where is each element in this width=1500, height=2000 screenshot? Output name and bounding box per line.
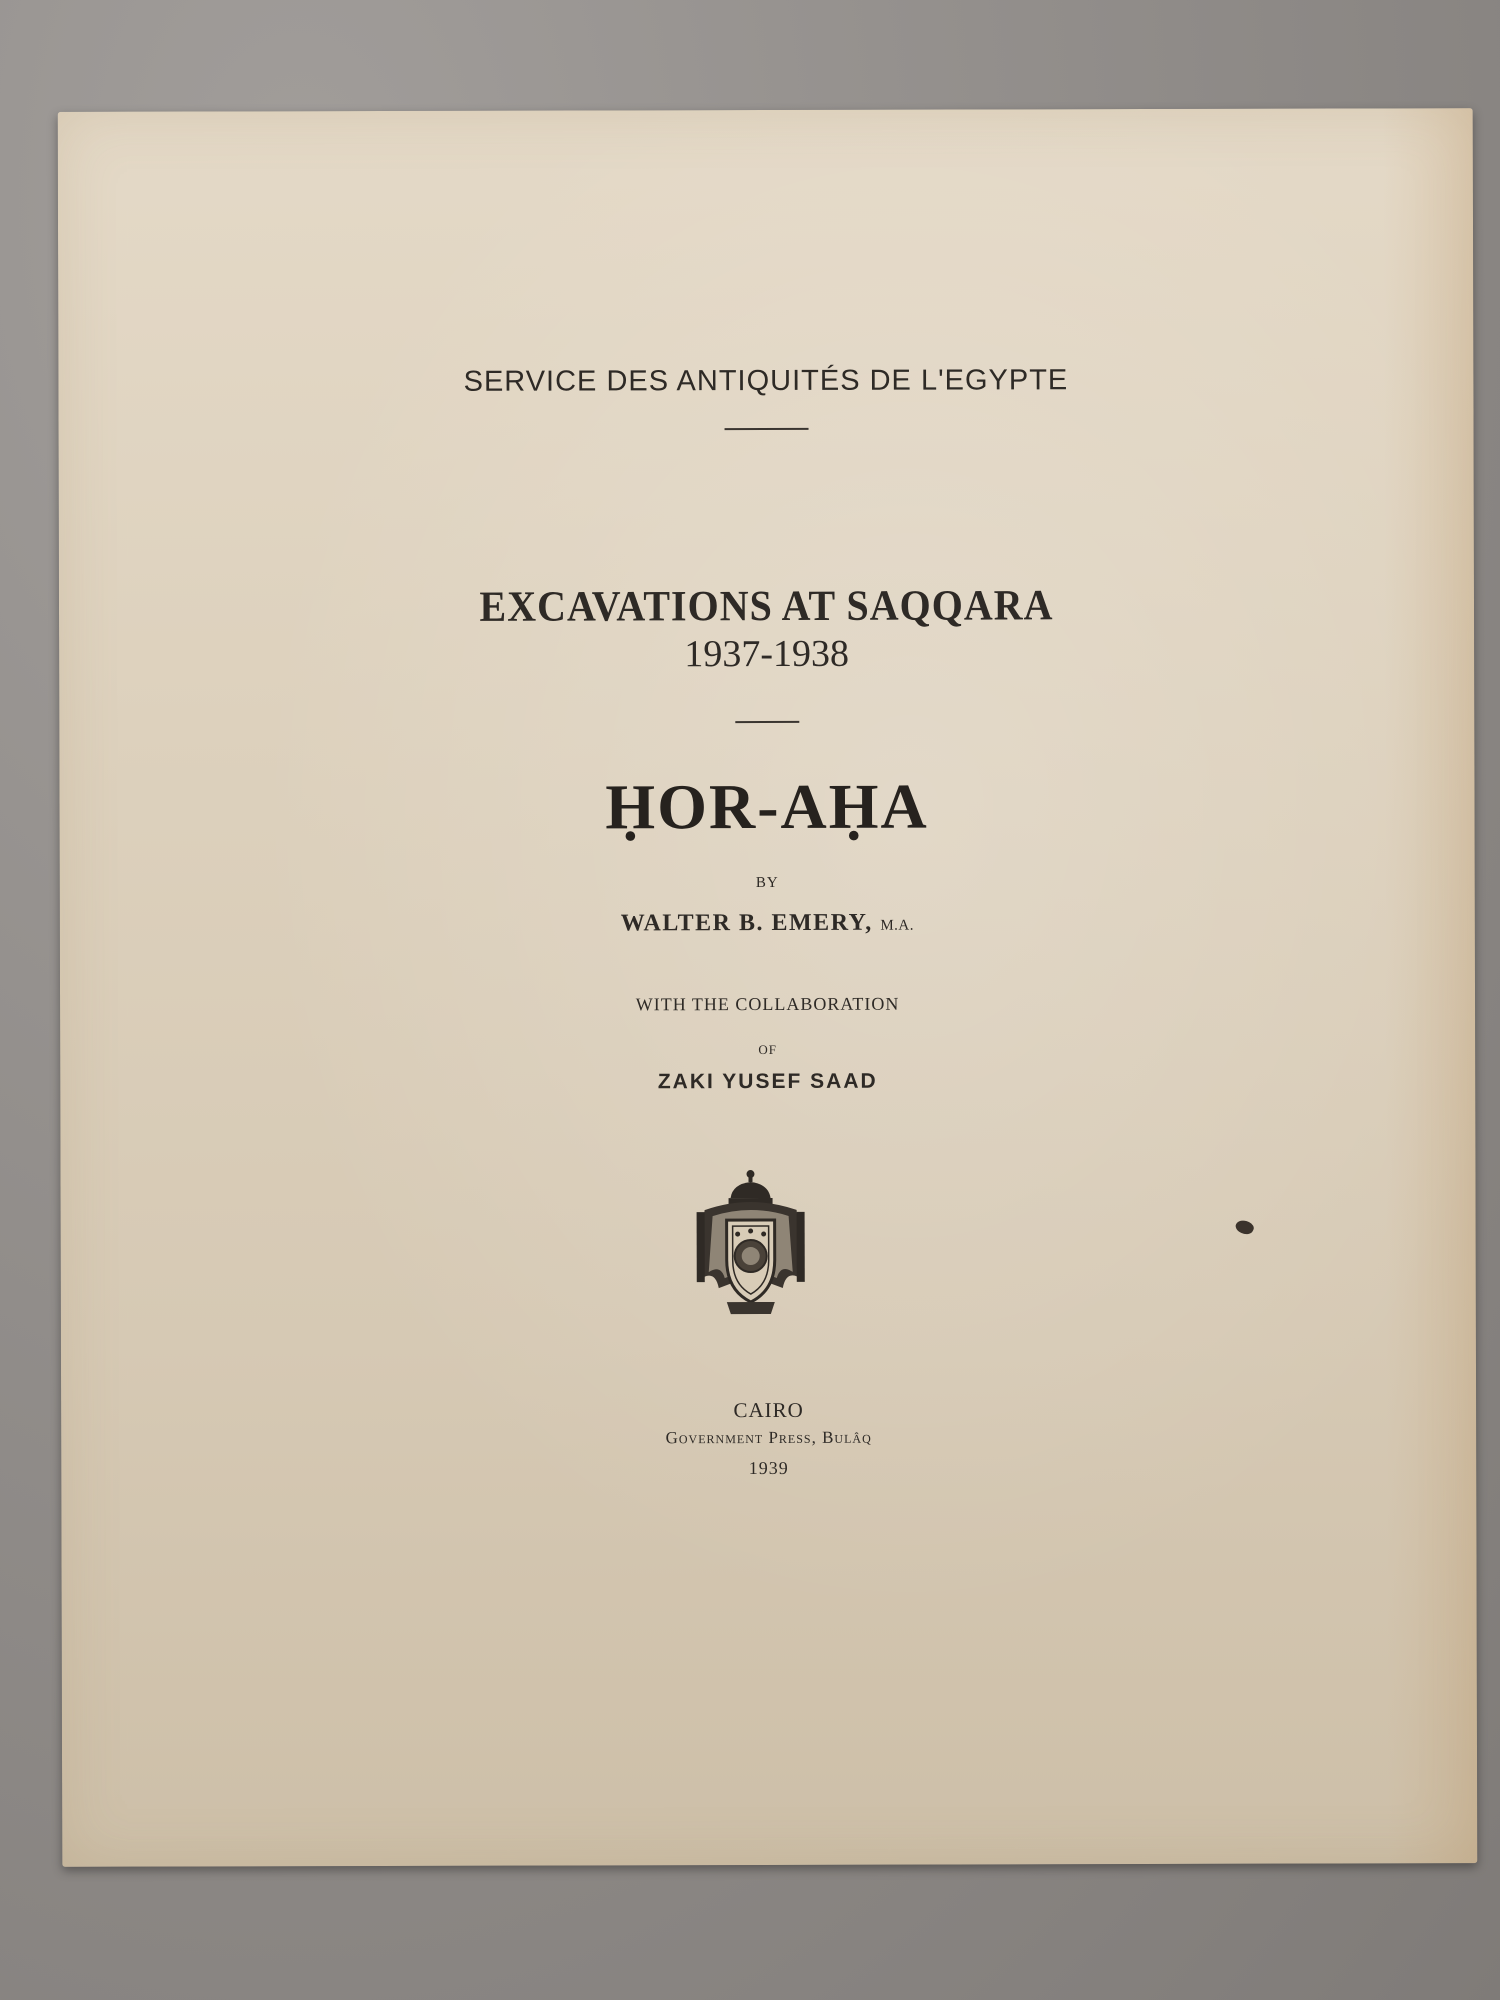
- author-name: WALTER B. EMERY,: [620, 909, 873, 937]
- main-title: ḤOR-AḤA: [605, 770, 929, 843]
- publisher-line: SERVICE DES ANTIQUITÉS DE L'EGYPTE: [463, 364, 1069, 398]
- author-line: [60, 908, 1475, 939]
- series-years: 1937-1938: [684, 632, 850, 676]
- royal-coat-of-arms-icon: [690, 1168, 810, 1318]
- author-degree: M.A.: [880, 917, 915, 934]
- divider-rule: [724, 428, 808, 430]
- collaboration-line: WITH THE COLLABORATION: [635, 993, 900, 1015]
- publication-city: CAIRO: [733, 1397, 804, 1423]
- divider-rule: [735, 721, 799, 723]
- collaborator-name: ZAKI YUSEF SAAD: [657, 1069, 878, 1094]
- publication-year: 1939: [748, 1457, 789, 1479]
- publisher-press: Government Press, Bulâq: [665, 1427, 872, 1448]
- of-line: OF: [758, 1041, 777, 1058]
- ink-stain: [1234, 1218, 1256, 1237]
- by-line: BY: [755, 874, 779, 892]
- document-cover: [58, 108, 1478, 1867]
- series-title: EXCAVATIONS AT SAQQARA: [479, 580, 1054, 631]
